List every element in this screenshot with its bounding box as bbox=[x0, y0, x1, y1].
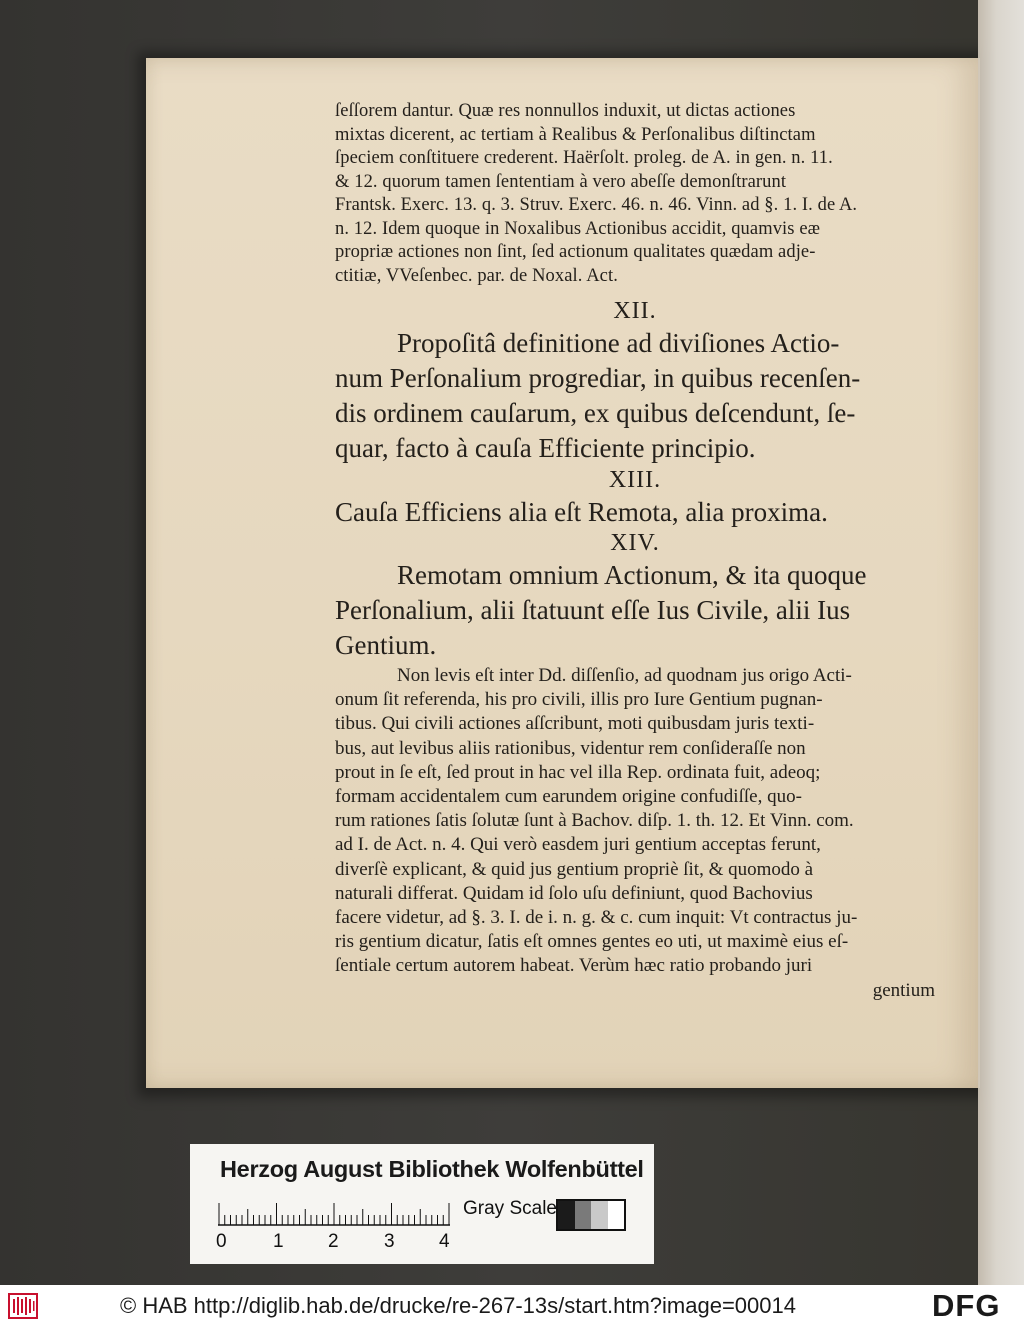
section-numeral-xii: XII. bbox=[613, 298, 657, 324]
commentary-line: Non levis eſt inter Dd. diſſenſio, ad quodnam jus origo Acti- bbox=[397, 665, 852, 686]
page-text bbox=[335, 100, 935, 1003]
text-line: ſeſſorem dantur. Quæ res nonnullos induxit, ut dictas actiones bbox=[335, 101, 796, 121]
section-line: Gentium. bbox=[335, 630, 437, 660]
section-line: Remotam omnium Actionum, & ita quoque bbox=[397, 560, 867, 590]
text-line: propriæ actiones non ſint, ſed actionum qualitates quædam adje- bbox=[335, 242, 816, 262]
commentary-line: tibus. Qui civili actiones aſſcribunt, moti quibusdam juris texti- bbox=[335, 713, 815, 735]
gray-step-3 bbox=[591, 1201, 608, 1229]
commentary-line: formam accidentalem cum earundem origine confudiſſe, quo- bbox=[335, 786, 802, 808]
gray-step-2 bbox=[575, 1201, 592, 1229]
section-line: Propoſitâ definitione ad diviſiones Actio- bbox=[397, 328, 840, 358]
commentary-line: ad I. de Act. n. 4. Qui verò easdem juri gentium acceptas ferunt, bbox=[335, 834, 821, 856]
gray-step-4 bbox=[608, 1201, 625, 1229]
gray-scale-patches bbox=[556, 1199, 626, 1231]
text-line: n. 12. Idem quoque in Noxalibus Actionibus accidit, quamvis eæ bbox=[335, 218, 821, 239]
opening-paragraph bbox=[335, 100, 935, 288]
section-line: num Perſonalium progrediar, in quibus recenſen- bbox=[335, 363, 861, 393]
color-reference-card bbox=[190, 1144, 654, 1264]
section-line: Perſonalium, alii ſtatuunt eſſe Ius Civile, alii Ius bbox=[335, 595, 851, 625]
gray-scale-label: Gray Scale bbox=[463, 1198, 557, 1219]
commentary-line: diverſè explicant, & quid jus gentium propriè ſit, & quomodo à bbox=[335, 858, 814, 880]
text-line: ctitiæ, VVeſenbec. par. de Noxal. Act. bbox=[335, 265, 618, 286]
ruler-number-2: 2 bbox=[328, 1231, 339, 1252]
dfg-logo: DFG bbox=[932, 1288, 1001, 1323]
catchword: gentium bbox=[872, 979, 935, 1001]
library-name: Herzog August Bibliothek Wolfenbüttel bbox=[220, 1156, 644, 1182]
commentary-paragraph bbox=[335, 664, 935, 979]
section-xiii-text bbox=[335, 495, 935, 530]
ruler-numbers bbox=[216, 1231, 456, 1255]
ruler-number-3: 3 bbox=[384, 1231, 395, 1252]
ruler-number-1: 1 bbox=[273, 1231, 284, 1252]
ruler-number-4: 4 bbox=[439, 1231, 450, 1252]
commentary-line: ſentiale certum autorem habeat. Verùm hæc ratio probando juri bbox=[335, 955, 813, 977]
commentary-line: onum ſit referenda, his pro civili, illis pro Iure Gentium pugnan- bbox=[335, 689, 823, 711]
section-numeral-xiii: XIII. bbox=[608, 467, 662, 493]
section-line: quar, facto à cauſa Efficiente principio. bbox=[335, 433, 756, 463]
section-line: Cauſa Efficiens alia eſt Remota, alia proxima. bbox=[335, 497, 828, 527]
commentary-line: naturali differat. Quidam id ſolo uſu definiunt, quod Bachovius bbox=[335, 882, 813, 904]
commentary-line: prout in ſe eſt, ſed prout in hac vel illa Rep. ordinata fuit, adeoq; bbox=[335, 761, 821, 783]
commentary-line: facere videtur, ad §. 3. I. de i. n. g. & c. cum inquit: Vt contractus ju- bbox=[335, 907, 858, 929]
hab-logo-icon bbox=[8, 1291, 38, 1321]
gray-step-1 bbox=[558, 1201, 575, 1229]
commentary-line: rum rationes ſatis ſolutæ ſunt à Bachov. diſp. 1. th. 12. Et Vinn. com. bbox=[335, 810, 854, 832]
ruler-scale bbox=[218, 1196, 450, 1226]
paper-edge-strip bbox=[978, 0, 1024, 1285]
section-xiv-text bbox=[335, 558, 935, 663]
text-line: ſpeciem conſtituere crederent. Haërſolt. proleg. de A. in gen. n. 11. bbox=[335, 148, 833, 168]
commentary-line: ris gentium dicatur, ſatis eſt omnes gentes eo uti, ut maximè eius eſ- bbox=[335, 931, 849, 953]
ruler-number-0: 0 bbox=[216, 1231, 227, 1252]
copyright-url[interactable]: © HAB http://diglib.hab.de/drucke/re-267-13s/start.htm?image=00014 bbox=[120, 1293, 796, 1318]
section-numeral-xiv: XIV. bbox=[610, 530, 660, 556]
footer-bar bbox=[0, 1285, 1024, 1327]
text-line: Frantsk. Exerc. 13. q. 3. Struv. Exerc. 46. n. 46. Vinn. ad §. 1. I. de A. bbox=[335, 195, 858, 215]
commentary-line: bus, aut levibus aliis rationibus, videntur rem conſideraſſe non bbox=[335, 737, 806, 759]
text-line: & 12. quorum tamen ſententiam à vero abeſſe demonſtrarunt bbox=[335, 171, 787, 192]
section-line: dis ordinem cauſarum, ex quibus deſcendunt, ſe- bbox=[335, 398, 856, 428]
section-xii-text bbox=[335, 326, 935, 466]
text-line: mixtas dicerent, ac tertiam à Realibus & Perſonalibus diſtinctam bbox=[335, 124, 816, 145]
